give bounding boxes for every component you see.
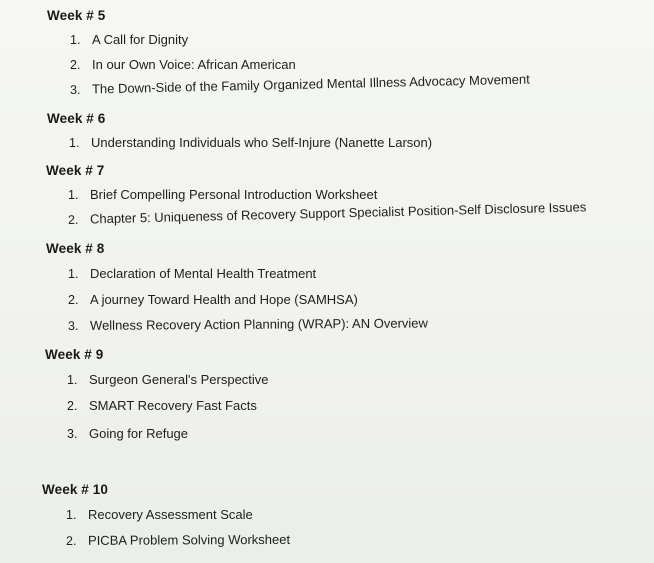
item-number: 3. <box>67 318 79 333</box>
week-heading: Week # 5 <box>47 8 106 23</box>
item-number: 1. <box>68 188 79 202</box>
list-item <box>66 532 290 548</box>
item-text: Recovery Assessment Scale <box>88 507 253 522</box>
week-heading: Week # 8 <box>46 241 105 256</box>
item-text: PICBA Problem Solving Worksheet <box>87 531 291 548</box>
item-number: 1. <box>70 33 81 47</box>
list-item <box>70 72 530 97</box>
item-text: A journey Toward Health and Hope (SAMHSA) <box>90 292 358 307</box>
list-item <box>68 187 377 202</box>
item-text: In our Own Voice: African American <box>92 57 296 72</box>
item-text: Chapter 5: Uniqueness of Recovery Support Specialist Position-Self Disclosure Issues <box>89 199 587 227</box>
item-number: 2. <box>67 399 78 413</box>
item-text: Declaration of Mental Health Treatment <box>90 266 317 281</box>
list-item <box>68 315 428 333</box>
list-item <box>67 398 257 413</box>
item-number: 3. <box>67 427 78 441</box>
week-heading: Week # 7 <box>46 163 105 178</box>
week-heading: Week # 6 <box>47 111 106 126</box>
week-heading: Week # 10 <box>42 482 108 497</box>
item-number: 2. <box>70 58 81 72</box>
item-number: 3. <box>69 82 81 97</box>
item-text: Surgeon General's Perspective <box>89 372 269 387</box>
list-item <box>68 292 358 307</box>
item-text: Wellness Recovery Action Planning (WRAP): AN Overview <box>89 315 428 333</box>
item-text: Going for Refuge <box>89 426 189 441</box>
item-text: The Down-Side of the Family Organized Mental Illness Advocacy Movement <box>91 71 530 97</box>
list-item <box>70 32 188 47</box>
list-item <box>66 507 253 522</box>
list-item <box>67 426 188 441</box>
week-heading: Week # 9 <box>45 347 104 362</box>
item-text: Understanding Individuals who Self-Injure (Nanette Larson) <box>91 135 433 150</box>
list-item <box>69 135 432 150</box>
item-number: 1. <box>66 508 77 522</box>
list-item <box>70 57 296 72</box>
list-item <box>68 266 316 281</box>
item-text: SMART Recovery Fast Facts <box>89 398 257 413</box>
item-number: 2. <box>68 293 79 307</box>
item-number: 1. <box>67 373 78 387</box>
item-text: A Call for Dignity <box>92 32 189 47</box>
item-number: 1. <box>68 267 79 281</box>
item-number: 1. <box>69 136 80 150</box>
item-number: 2. <box>67 212 79 227</box>
item-text: Brief Compelling Personal Introduction Worksheet <box>90 187 378 202</box>
list-item <box>68 199 587 227</box>
item-number: 2. <box>65 533 77 548</box>
list-item <box>67 372 269 387</box>
